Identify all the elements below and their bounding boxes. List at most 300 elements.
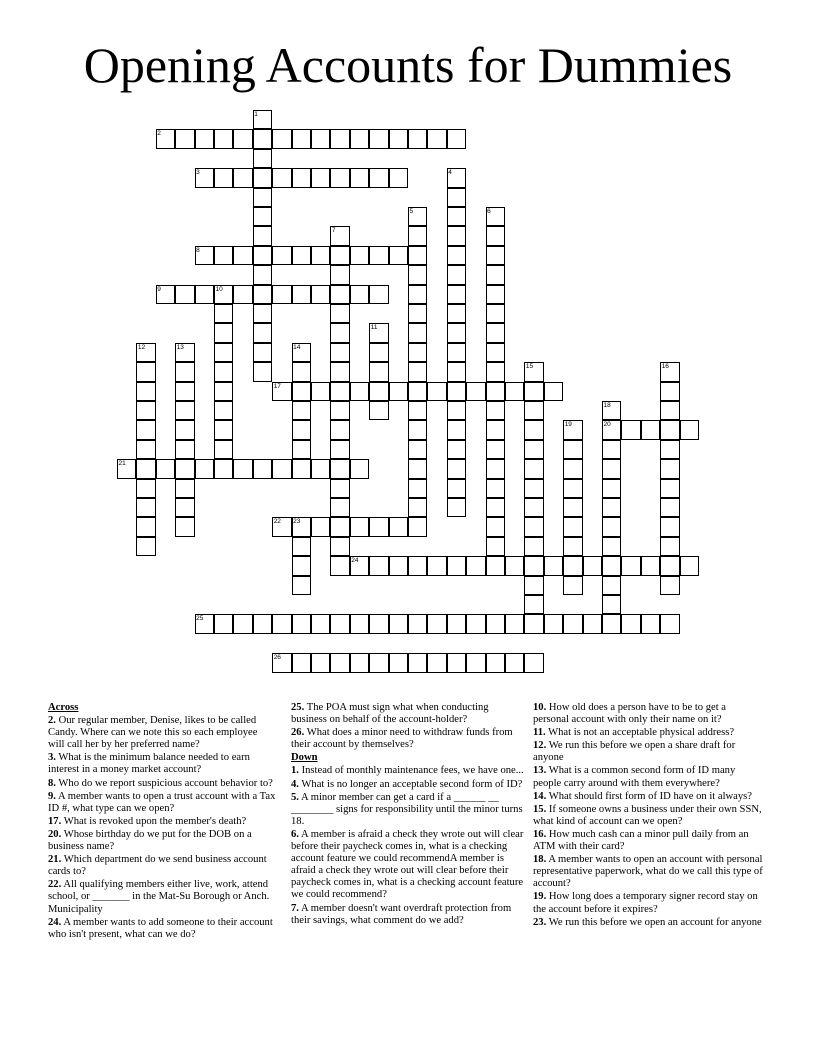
crossword-cell[interactable] bbox=[427, 382, 446, 401]
crossword-cell[interactable] bbox=[253, 149, 272, 168]
crossword-cell[interactable] bbox=[524, 420, 543, 439]
crossword-cell[interactable] bbox=[602, 479, 621, 498]
across-heading: Across bbox=[48, 702, 79, 713]
crossword-cell[interactable] bbox=[214, 304, 233, 323]
crossword-cell[interactable] bbox=[660, 401, 679, 420]
crossword-cell[interactable] bbox=[292, 537, 311, 556]
crossword-cell[interactable] bbox=[408, 246, 427, 265]
crossword-cell[interactable] bbox=[311, 168, 330, 187]
crossword-cell[interactable] bbox=[214, 420, 233, 439]
crossword-cell[interactable] bbox=[272, 614, 291, 633]
crossword-cell[interactable] bbox=[408, 343, 427, 362]
crossword-cell[interactable] bbox=[524, 556, 543, 575]
crossword-cell[interactable] bbox=[680, 420, 699, 439]
crossword-cell[interactable] bbox=[330, 614, 349, 633]
crossword-cell[interactable] bbox=[369, 517, 388, 536]
crossword-cell[interactable] bbox=[330, 653, 349, 672]
clue-down-16: 16. How much cash can a minor pull daily from an ATM with their card? bbox=[533, 828, 749, 853]
crossword-cell[interactable] bbox=[369, 168, 388, 187]
crossword-cell[interactable] bbox=[563, 556, 582, 575]
crossword-cell[interactable] bbox=[214, 459, 233, 478]
crossword-cell[interactable] bbox=[563, 537, 582, 556]
crossword-cell[interactable] bbox=[524, 382, 543, 401]
crossword-cell[interactable] bbox=[253, 207, 272, 226]
crossword-cell[interactable] bbox=[563, 498, 582, 517]
crossword-cell[interactable] bbox=[486, 343, 505, 362]
crossword-cell[interactable] bbox=[233, 246, 252, 265]
crossword-cell[interactable] bbox=[602, 556, 621, 575]
clue-number-label: 20 bbox=[603, 421, 611, 429]
crossword-cell[interactable] bbox=[447, 226, 466, 245]
crossword-cell[interactable] bbox=[292, 168, 311, 187]
crossword-cell[interactable] bbox=[330, 479, 349, 498]
crossword-cell[interactable] bbox=[175, 440, 194, 459]
crossword-cell[interactable] bbox=[233, 129, 252, 148]
crossword-cell[interactable] bbox=[311, 614, 330, 633]
crossword-cell[interactable] bbox=[369, 343, 388, 362]
crossword-cell[interactable] bbox=[447, 323, 466, 342]
crossword-cell[interactable] bbox=[447, 653, 466, 672]
crossword-cell[interactable] bbox=[447, 614, 466, 633]
crossword-cell[interactable] bbox=[214, 382, 233, 401]
crossword-cell[interactable] bbox=[369, 285, 388, 304]
crossword-cell[interactable] bbox=[136, 362, 155, 381]
crossword-cell[interactable] bbox=[330, 517, 349, 536]
crossword-cell[interactable] bbox=[486, 420, 505, 439]
crossword-cell[interactable] bbox=[214, 440, 233, 459]
crossword-cell[interactable] bbox=[621, 556, 640, 575]
crossword-cell[interactable] bbox=[486, 653, 505, 672]
crossword-cell[interactable] bbox=[389, 129, 408, 148]
crossword-cell[interactable] bbox=[292, 285, 311, 304]
crossword-cell[interactable] bbox=[330, 265, 349, 284]
clue-down-23: 23. We run this before we open an account for anyone bbox=[533, 916, 762, 928]
crossword-cell[interactable] bbox=[330, 304, 349, 323]
crossword-cell[interactable] bbox=[447, 420, 466, 439]
crossword-cell[interactable] bbox=[175, 129, 194, 148]
crossword-cell[interactable] bbox=[544, 556, 563, 575]
crossword-cell[interactable] bbox=[369, 382, 388, 401]
crossword-cell[interactable] bbox=[447, 479, 466, 498]
crossword-cell[interactable] bbox=[195, 459, 214, 478]
crossword-cell[interactable] bbox=[524, 401, 543, 420]
crossword-cell[interactable] bbox=[524, 440, 543, 459]
clue-across-3: 3. What is the minimum balance needed to earn interest in a money market account? bbox=[48, 752, 250, 776]
crossword-cell[interactable] bbox=[369, 653, 388, 672]
crossword-cell[interactable] bbox=[408, 362, 427, 381]
crossword-cell[interactable] bbox=[602, 440, 621, 459]
crossword-cell[interactable] bbox=[369, 401, 388, 420]
crossword-cell[interactable] bbox=[253, 362, 272, 381]
crossword-cell[interactable] bbox=[272, 129, 291, 148]
crossword-cell[interactable] bbox=[486, 226, 505, 245]
page-title: Opening Accounts for Dummies bbox=[83, 37, 733, 93]
crossword-cell[interactable] bbox=[214, 129, 233, 148]
clue-number-label: 13 bbox=[176, 343, 184, 351]
clue-down-4: 4. What is no longer an acceptable second form of ID? bbox=[291, 778, 523, 790]
clue-across-17: 17. What is revoked upon the member's death? bbox=[48, 815, 247, 827]
crossword-cell[interactable] bbox=[447, 362, 466, 381]
crossword-cell[interactable] bbox=[466, 653, 485, 672]
crossword-cell[interactable] bbox=[214, 362, 233, 381]
crossword-cell[interactable] bbox=[524, 576, 543, 595]
crossword-cell[interactable] bbox=[660, 517, 679, 536]
crossword-cell[interactable] bbox=[330, 420, 349, 439]
crossword-cell[interactable] bbox=[311, 285, 330, 304]
crossword-cell[interactable] bbox=[253, 188, 272, 207]
crossword-cell[interactable] bbox=[350, 517, 369, 536]
crossword-cell[interactable] bbox=[408, 479, 427, 498]
crossword-cell[interactable] bbox=[602, 517, 621, 536]
crossword-cell[interactable] bbox=[175, 498, 194, 517]
crossword-cell[interactable] bbox=[602, 537, 621, 556]
crossword-cell[interactable] bbox=[389, 556, 408, 575]
crossword-cell[interactable] bbox=[369, 129, 388, 148]
clue-number-label: 14 bbox=[293, 343, 301, 351]
crossword-cell[interactable] bbox=[330, 537, 349, 556]
crossword-cell[interactable] bbox=[524, 459, 543, 478]
clue-down-13: 13. What is a common second form of ID many people carry around with them everywhere? bbox=[533, 765, 736, 789]
crossword-cell[interactable] bbox=[272, 168, 291, 187]
crossword-cell[interactable] bbox=[486, 285, 505, 304]
crossword-cell[interactable] bbox=[408, 401, 427, 420]
crossword-cell[interactable] bbox=[253, 304, 272, 323]
crossword-cell[interactable] bbox=[447, 459, 466, 478]
crossword-cell[interactable] bbox=[330, 129, 349, 148]
crossword-cell[interactable] bbox=[408, 129, 427, 148]
crossword-cell[interactable] bbox=[447, 304, 466, 323]
crossword-cell[interactable] bbox=[486, 246, 505, 265]
crossword-cell[interactable] bbox=[350, 459, 369, 478]
crossword-cell[interactable] bbox=[233, 614, 252, 633]
crossword-cell[interactable] bbox=[524, 498, 543, 517]
clue-number-label: 23 bbox=[293, 518, 301, 526]
crossword-cell[interactable] bbox=[136, 382, 155, 401]
crossword-cell[interactable] bbox=[195, 129, 214, 148]
crossword-cell[interactable] bbox=[524, 653, 543, 672]
crossword-cell[interactable] bbox=[486, 614, 505, 633]
crossword-cell[interactable] bbox=[427, 129, 446, 148]
crossword-cell[interactable] bbox=[660, 498, 679, 517]
crossword-cell[interactable] bbox=[195, 285, 214, 304]
crossword-cell[interactable] bbox=[175, 382, 194, 401]
crossword-cell[interactable] bbox=[466, 556, 485, 575]
crossword-cell[interactable] bbox=[292, 576, 311, 595]
crossword-cell[interactable] bbox=[253, 459, 272, 478]
crossword-cell[interactable] bbox=[136, 517, 155, 536]
crossword-cell[interactable] bbox=[136, 440, 155, 459]
down-heading: Down bbox=[291, 752, 318, 764]
crossword-cell[interactable] bbox=[660, 537, 679, 556]
crossword-cell[interactable] bbox=[486, 498, 505, 517]
crossword-cell[interactable] bbox=[447, 207, 466, 226]
crossword-cell[interactable] bbox=[330, 246, 349, 265]
crossword-cell[interactable] bbox=[175, 420, 194, 439]
crossword-cell[interactable] bbox=[214, 343, 233, 362]
crossword-cell[interactable] bbox=[330, 362, 349, 381]
crossword-cell[interactable] bbox=[292, 420, 311, 439]
clue-number-label: 18 bbox=[603, 402, 611, 409]
crossword-cell[interactable] bbox=[214, 401, 233, 420]
crossword-cell[interactable] bbox=[563, 440, 582, 459]
crossword-cell[interactable] bbox=[408, 459, 427, 478]
crossword-cell[interactable] bbox=[563, 614, 582, 633]
crossword-cell[interactable] bbox=[660, 420, 679, 439]
crossword-cell[interactable] bbox=[136, 498, 155, 517]
crossword-cell[interactable] bbox=[408, 420, 427, 439]
crossword-cell[interactable] bbox=[447, 382, 466, 401]
clue-number-label: 19 bbox=[564, 421, 572, 429]
crossword-cell[interactable] bbox=[466, 614, 485, 633]
crossword-cell[interactable] bbox=[292, 459, 311, 478]
crossword-cell[interactable] bbox=[408, 285, 427, 304]
crossword-cell[interactable] bbox=[350, 129, 369, 148]
crossword-cell[interactable] bbox=[486, 382, 505, 401]
crossword-cell[interactable] bbox=[330, 556, 349, 575]
crossword-cell[interactable] bbox=[175, 362, 194, 381]
crossword-cell[interactable] bbox=[524, 537, 543, 556]
crossword-cell[interactable] bbox=[660, 382, 679, 401]
crossword-cell[interactable] bbox=[524, 479, 543, 498]
crossword-cell[interactable] bbox=[330, 401, 349, 420]
clue-down-11: 11. What is not an acceptable physical address? bbox=[533, 727, 735, 739]
crossword-cell[interactable] bbox=[389, 653, 408, 672]
crossword-cell[interactable] bbox=[369, 556, 388, 575]
crossword-cell[interactable] bbox=[330, 323, 349, 342]
crossword-cell[interactable] bbox=[660, 459, 679, 478]
crossword-cell[interactable] bbox=[253, 285, 272, 304]
crossword-cell[interactable] bbox=[350, 653, 369, 672]
crossword-cell[interactable] bbox=[330, 382, 349, 401]
crossword-cell[interactable] bbox=[447, 498, 466, 517]
crossword-cell[interactable] bbox=[389, 614, 408, 633]
crossword-cell[interactable] bbox=[136, 537, 155, 556]
crossword-cell[interactable] bbox=[253, 226, 272, 245]
crossword-cell[interactable] bbox=[175, 517, 194, 536]
crossword-cell[interactable] bbox=[175, 479, 194, 498]
crossword-cell[interactable] bbox=[408, 265, 427, 284]
crossword-cell[interactable] bbox=[447, 246, 466, 265]
crossword-cell[interactable] bbox=[544, 614, 563, 633]
crossword-cell[interactable] bbox=[505, 556, 524, 575]
crossword-cell[interactable] bbox=[524, 595, 543, 614]
clue-down-14: 14. What should first form of ID have on it always? bbox=[533, 790, 753, 802]
crossword-cell[interactable] bbox=[292, 556, 311, 575]
crossword-cell[interactable] bbox=[311, 517, 330, 536]
crossword-cell[interactable] bbox=[621, 614, 640, 633]
crossword-cell[interactable] bbox=[292, 129, 311, 148]
crossword-cell[interactable] bbox=[350, 382, 369, 401]
crossword-cell[interactable] bbox=[660, 576, 679, 595]
crossword-cell[interactable] bbox=[253, 614, 272, 633]
crossword-cell[interactable] bbox=[486, 556, 505, 575]
crossword-cell[interactable] bbox=[233, 168, 252, 187]
crossword-cell[interactable] bbox=[427, 556, 446, 575]
crossword-cell[interactable] bbox=[330, 343, 349, 362]
clue-across-20: 20. Whose birthday do we put for the DOB on a business name? bbox=[48, 828, 252, 853]
crossword-cell[interactable] bbox=[408, 614, 427, 633]
crossword-cell[interactable] bbox=[175, 401, 194, 420]
crossword-cell[interactable] bbox=[602, 576, 621, 595]
crossword-cell[interactable] bbox=[563, 479, 582, 498]
crossword-cell[interactable] bbox=[253, 129, 272, 148]
crossword-cell[interactable] bbox=[292, 382, 311, 401]
crossword-cell[interactable] bbox=[602, 459, 621, 478]
crossword-cell[interactable] bbox=[641, 614, 660, 633]
crossword-cell[interactable] bbox=[486, 479, 505, 498]
crossword-cell[interactable] bbox=[253, 343, 272, 362]
crossword-cell[interactable] bbox=[214, 168, 233, 187]
crossword-cell[interactable] bbox=[447, 188, 466, 207]
crossword-cell[interactable] bbox=[486, 265, 505, 284]
clue-number-label: 2 bbox=[157, 130, 161, 138]
crossword-cell[interactable] bbox=[447, 556, 466, 575]
crossword-cell[interactable] bbox=[389, 246, 408, 265]
crossword-cell[interactable] bbox=[486, 323, 505, 342]
crossword-cell[interactable] bbox=[292, 401, 311, 420]
crossword-cell[interactable] bbox=[311, 246, 330, 265]
crossword-cell[interactable] bbox=[292, 653, 311, 672]
crossword-cell[interactable] bbox=[486, 459, 505, 478]
crossword-cell[interactable] bbox=[350, 246, 369, 265]
crossword-cell[interactable] bbox=[583, 614, 602, 633]
clue-across-26: 26. What does a minor need to withdraw funds from their account by themselves? bbox=[291, 727, 513, 751]
crossword-cell[interactable] bbox=[544, 382, 563, 401]
crossword-cell[interactable] bbox=[486, 440, 505, 459]
crossword-cell[interactable] bbox=[408, 653, 427, 672]
crossword-cell[interactable] bbox=[330, 168, 349, 187]
crossword-cell[interactable] bbox=[447, 129, 466, 148]
crossword-cell[interactable] bbox=[253, 246, 272, 265]
crossword-cell[interactable] bbox=[660, 556, 679, 575]
crossword-cell[interactable] bbox=[641, 420, 660, 439]
crossword-cell[interactable] bbox=[214, 323, 233, 342]
crossword-cell[interactable] bbox=[660, 479, 679, 498]
crossword-cell[interactable] bbox=[272, 459, 291, 478]
crossword-cell[interactable] bbox=[350, 285, 369, 304]
crossword-cell[interactable] bbox=[214, 614, 233, 633]
crossword-cell[interactable] bbox=[233, 285, 252, 304]
crossword-cell[interactable] bbox=[156, 459, 175, 478]
clue-down-5: 5. A minor member can get a card if a ______ __ ________ signs for responsibility until the minor turns 18. bbox=[291, 791, 523, 827]
crossword-cell[interactable] bbox=[641, 556, 660, 575]
crossword-cell[interactable] bbox=[369, 246, 388, 265]
crossword-cell[interactable] bbox=[524, 517, 543, 536]
clue-across-24: 24. A member wants to add someone to their account who isn't present, what can we do? bbox=[48, 916, 273, 940]
crossword-cell[interactable] bbox=[330, 285, 349, 304]
crossword-cell[interactable] bbox=[486, 304, 505, 323]
crossword-cell[interactable] bbox=[447, 440, 466, 459]
crossword-cell[interactable] bbox=[253, 265, 272, 284]
crossword-cell[interactable] bbox=[408, 440, 427, 459]
crossword-cell[interactable] bbox=[447, 401, 466, 420]
crossword-cell[interactable] bbox=[447, 343, 466, 362]
crossword-cell[interactable] bbox=[136, 459, 155, 478]
crossword-cell[interactable] bbox=[563, 517, 582, 536]
crossword-cell[interactable] bbox=[621, 420, 640, 439]
crossword-cell[interactable] bbox=[505, 614, 524, 633]
crossword-cell[interactable] bbox=[486, 362, 505, 381]
crossword-cell[interactable] bbox=[486, 517, 505, 536]
crossword-cell[interactable] bbox=[408, 498, 427, 517]
crossword-cell[interactable] bbox=[292, 614, 311, 633]
crossword-cell[interactable] bbox=[408, 304, 427, 323]
crossword-cell[interactable] bbox=[389, 168, 408, 187]
crossword-cell[interactable] bbox=[408, 556, 427, 575]
crossword-cell[interactable] bbox=[369, 362, 388, 381]
crossword-cell[interactable] bbox=[292, 362, 311, 381]
crossword-cell[interactable] bbox=[602, 614, 621, 633]
crossword-cell[interactable] bbox=[311, 653, 330, 672]
crossword-cell[interactable] bbox=[136, 401, 155, 420]
clue-across-22: 22. All qualifying members either live, work, attend school, or _______ in the Mat-Su Borough or Anch. Municipality bbox=[48, 879, 270, 915]
crossword-cell[interactable] bbox=[660, 440, 679, 459]
crossword-cell[interactable] bbox=[311, 382, 330, 401]
crossword-cell[interactable] bbox=[427, 653, 446, 672]
crossword-cell[interactable] bbox=[330, 440, 349, 459]
crossword-cell[interactable] bbox=[311, 459, 330, 478]
crossword-cell[interactable] bbox=[680, 556, 699, 575]
crossword-cell[interactable] bbox=[408, 382, 427, 401]
crossword-cell[interactable] bbox=[369, 614, 388, 633]
crossword-cell[interactable] bbox=[350, 614, 369, 633]
crossword-cell[interactable] bbox=[292, 440, 311, 459]
crossword-cell[interactable] bbox=[175, 285, 194, 304]
crossword-cell[interactable] bbox=[408, 517, 427, 536]
crossword-cell[interactable] bbox=[408, 323, 427, 342]
crossword-cell[interactable] bbox=[583, 556, 602, 575]
crossword-cell[interactable] bbox=[136, 479, 155, 498]
clue-number-label: 3 bbox=[196, 169, 200, 177]
crossword-cell[interactable] bbox=[292, 246, 311, 265]
crossword-cell[interactable] bbox=[447, 285, 466, 304]
clue-column-3 bbox=[533, 702, 763, 930]
crossword-cell[interactable] bbox=[466, 382, 485, 401]
crossword-cell[interactable] bbox=[408, 226, 427, 245]
crossword-cell[interactable] bbox=[272, 285, 291, 304]
crossword-cell[interactable] bbox=[214, 246, 233, 265]
crossword-cell[interactable] bbox=[486, 537, 505, 556]
crossword-cell[interactable] bbox=[330, 498, 349, 517]
crossword-cell[interactable] bbox=[233, 459, 252, 478]
clue-across-2: 2. Our regular member, Denise, likes to be called Candy. Where can we note this so each employee will call her by her preferred name? bbox=[48, 715, 258, 751]
crossword-cell[interactable] bbox=[175, 459, 194, 478]
crossword-cell[interactable] bbox=[660, 614, 679, 633]
crossword-cell[interactable] bbox=[253, 168, 272, 187]
crossword-cell[interactable] bbox=[389, 517, 408, 536]
crossword-cell[interactable] bbox=[505, 653, 524, 672]
crossword-cell[interactable] bbox=[136, 420, 155, 439]
crossword-cell[interactable] bbox=[330, 459, 349, 478]
crossword-cell[interactable] bbox=[389, 382, 408, 401]
crossword-cell[interactable] bbox=[563, 459, 582, 478]
crossword-cell[interactable] bbox=[253, 323, 272, 342]
crossword-cell[interactable] bbox=[427, 614, 446, 633]
crossword-cell[interactable] bbox=[486, 401, 505, 420]
crossword-cell[interactable] bbox=[311, 129, 330, 148]
crossword-cell[interactable] bbox=[272, 246, 291, 265]
crossword-cell[interactable] bbox=[447, 265, 466, 284]
crossword-cell[interactable] bbox=[563, 576, 582, 595]
clue-across-8: 8. Who do we report suspicious account behavior to? bbox=[48, 777, 273, 789]
crossword-cell[interactable] bbox=[350, 168, 369, 187]
crossword-cell[interactable] bbox=[602, 498, 621, 517]
crossword-cell[interactable] bbox=[602, 595, 621, 614]
crossword-cell[interactable] bbox=[505, 382, 524, 401]
clue-across-25: 25. The POA must sign what when conducting business on behalf of the account-holder? bbox=[291, 702, 489, 726]
clue-number-label: 25 bbox=[196, 615, 204, 623]
crossword-cell[interactable] bbox=[524, 614, 543, 633]
